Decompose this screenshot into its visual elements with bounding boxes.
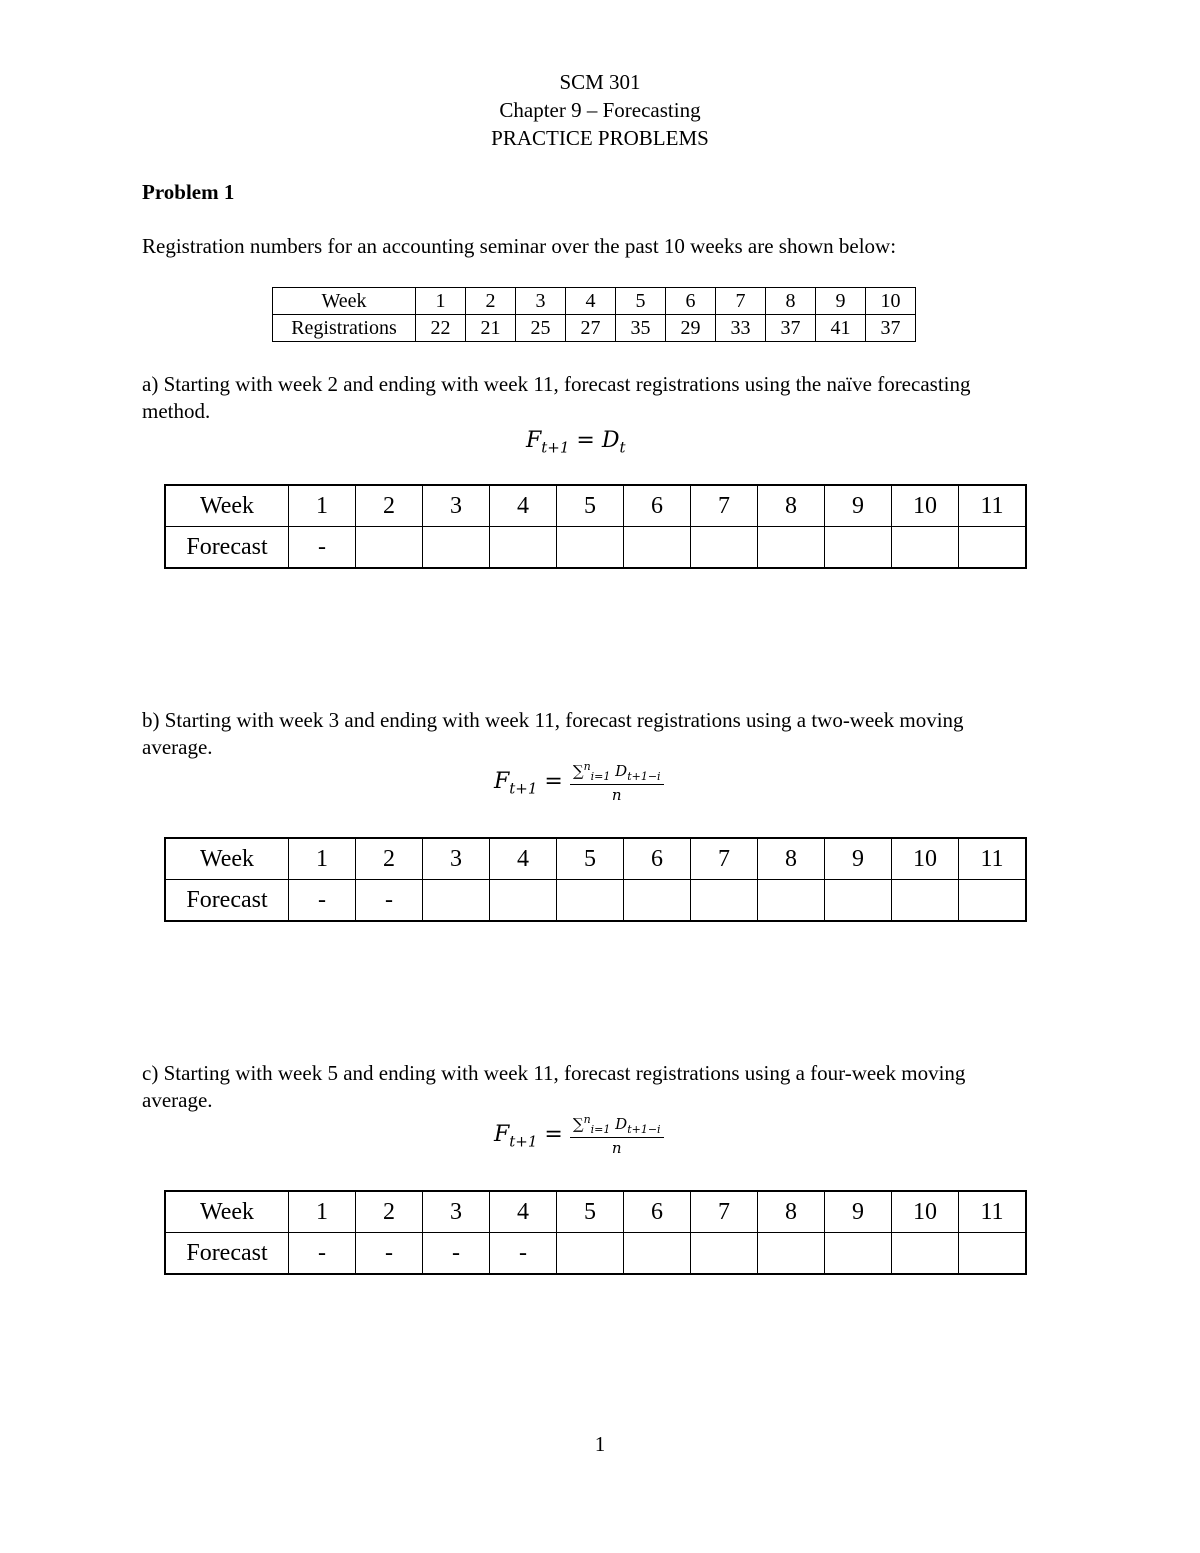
week-cell: 5 [557, 1191, 624, 1233]
forecast-cell[interactable] [892, 527, 959, 569]
part-a-text: a) Starting with week 2 and ending with week 11, forecast registrations using the naïve forecasting method. [142, 372, 971, 423]
week-row [165, 1191, 1026, 1233]
week-cell: 1 [289, 485, 356, 527]
forecast-cell[interactable]: - [289, 527, 356, 569]
week-cell: 6 [624, 485, 691, 527]
document-header [0, 68, 1200, 152]
week-cell: 2 [466, 288, 516, 315]
problem-heading: Problem 1 [142, 180, 235, 204]
part-b-forecast-table [164, 837, 1027, 922]
forecast-row [165, 1233, 1026, 1275]
week-cell: 9 [825, 485, 892, 527]
row-label: Week [165, 838, 289, 880]
row-label: Week [165, 1191, 289, 1233]
week-cell: 6 [624, 1191, 691, 1233]
part-c-forecast-table [164, 1190, 1027, 1275]
week-cell: 11 [959, 838, 1027, 880]
forecast-row [165, 527, 1026, 569]
week-cell: 3 [516, 288, 566, 315]
registrations-row [273, 315, 916, 342]
registration-cell: 27 [566, 315, 616, 342]
registration-cell: 22 [416, 315, 466, 342]
week-cell: 9 [825, 1191, 892, 1233]
week-cell: 10 [866, 288, 916, 315]
forecast-row [165, 880, 1026, 922]
part-b-text: b) Starting with week 3 and ending with week 11, forecast registrations using a two-week moving average. [142, 708, 964, 759]
forecast-cell[interactable]: - [356, 880, 423, 922]
week-cell: 8 [766, 288, 816, 315]
registration-cell: 41 [816, 315, 866, 342]
moving-average-formula: $F_{t+1}$ = $\frac{\sum^n_{i=1} D_{t+1-i}}{n}$ [494, 1113, 664, 1157]
registration-cell: 35 [616, 315, 666, 342]
forecast-cell[interactable] [557, 1233, 624, 1275]
week-cell: 8 [758, 1191, 825, 1233]
week-cell: 4 [490, 1191, 557, 1233]
row-label: Forecast [165, 880, 289, 922]
forecast-cell[interactable] [557, 527, 624, 569]
naive-formula: $F_{t+1} = D_t$ [526, 428, 626, 457]
forecast-cell[interactable]: - [423, 1233, 490, 1275]
forecast-cell[interactable] [423, 527, 490, 569]
chapter-title: Chapter 9 – Forecasting [499, 98, 701, 122]
registration-cell: 37 [866, 315, 916, 342]
row-label: Week [273, 288, 416, 315]
forecast-cell[interactable] [892, 880, 959, 922]
week-cell: 10 [892, 1191, 959, 1233]
week-cell: 3 [423, 838, 490, 880]
forecast-cell[interactable] [892, 1233, 959, 1275]
week-cell: 2 [356, 485, 423, 527]
row-label: Forecast [165, 1233, 289, 1275]
forecast-cell[interactable] [423, 880, 490, 922]
forecast-cell[interactable] [691, 527, 758, 569]
forecast-cell[interactable] [758, 880, 825, 922]
forecast-cell[interactable] [825, 880, 892, 922]
week-cell: 5 [557, 838, 624, 880]
forecast-cell[interactable] [959, 527, 1027, 569]
forecast-cell[interactable] [624, 527, 691, 569]
forecast-cell[interactable] [959, 880, 1027, 922]
week-cell: 5 [616, 288, 666, 315]
week-row [165, 485, 1026, 527]
week-cell: 1 [416, 288, 466, 315]
registrations-table [272, 287, 916, 342]
week-cell: 10 [892, 838, 959, 880]
week-cell: 7 [691, 838, 758, 880]
week-cell: 4 [566, 288, 616, 315]
document-subtitle: PRACTICE PROBLEMS [491, 126, 709, 150]
forecast-cell[interactable] [825, 527, 892, 569]
week-cell: 11 [959, 1191, 1027, 1233]
forecast-cell[interactable]: - [356, 1233, 423, 1275]
forecast-cell[interactable] [691, 1233, 758, 1275]
forecast-cell[interactable] [959, 1233, 1027, 1275]
week-cell: 5 [557, 485, 624, 527]
problem-intro: Registration numbers for an accounting seminar over the past 10 weeks are shown below: [142, 234, 897, 258]
forecast-cell[interactable] [758, 527, 825, 569]
forecast-cell[interactable]: - [490, 1233, 557, 1275]
row-label: Registrations [273, 315, 416, 342]
week-cell: 3 [423, 1191, 490, 1233]
week-cell: 1 [289, 1191, 356, 1233]
week-cell: 2 [356, 838, 423, 880]
row-label: Week [165, 485, 289, 527]
week-cell: 8 [758, 485, 825, 527]
week-cell: 2 [356, 1191, 423, 1233]
forecast-cell[interactable] [490, 527, 557, 569]
week-cell: 9 [816, 288, 866, 315]
registration-cell: 29 [666, 315, 716, 342]
week-cell: 6 [624, 838, 691, 880]
part-c-text: c) Starting with week 5 and ending with week 11, forecast registrations using a four-week moving average. [142, 1061, 966, 1112]
forecast-cell[interactable] [356, 527, 423, 569]
forecast-cell[interactable]: - [289, 880, 356, 922]
part-a-forecast-table [164, 484, 1027, 569]
week-cell: 7 [716, 288, 766, 315]
week-cell: 4 [490, 485, 557, 527]
week-cell: 8 [758, 838, 825, 880]
week-cell: 1 [289, 838, 356, 880]
page-number: 1 [594, 1432, 606, 1456]
week-cell: 11 [959, 485, 1027, 527]
week-cell: 10 [892, 485, 959, 527]
registration-cell: 25 [516, 315, 566, 342]
forecast-cell[interactable] [758, 1233, 825, 1275]
row-label: Forecast [165, 527, 289, 569]
week-cell: 7 [691, 1191, 758, 1233]
week-row [273, 288, 916, 315]
forecast-cell[interactable] [490, 880, 557, 922]
formula-fraction: $\frac{\sum^n_{i=1} D_{t+1-i}}{n}$ [570, 1113, 664, 1157]
registration-cell: 21 [466, 315, 516, 342]
week-cell: 3 [423, 485, 490, 527]
forecast-cell[interactable]: - [289, 1233, 356, 1275]
forecast-cell[interactable] [624, 880, 691, 922]
registration-cell: 37 [766, 315, 816, 342]
forecast-cell[interactable] [624, 1233, 691, 1275]
moving-average-formula: $F_{t+1}$ = $\frac{\sum^n_{i=1} D_{t+1-i}}{n}$ [494, 760, 664, 804]
forecast-cell[interactable] [557, 880, 624, 922]
formula-fraction: $\frac{\sum^n_{i=1} D_{t+1-i}}{n}$ [570, 760, 664, 804]
week-cell: 6 [666, 288, 716, 315]
forecast-cell[interactable] [825, 1233, 892, 1275]
week-row [165, 838, 1026, 880]
forecast-cell[interactable] [691, 880, 758, 922]
week-cell: 4 [490, 838, 557, 880]
week-cell: 9 [825, 838, 892, 880]
registration-cell: 33 [716, 315, 766, 342]
course-code: SCM 301 [559, 70, 641, 94]
week-cell: 7 [691, 485, 758, 527]
